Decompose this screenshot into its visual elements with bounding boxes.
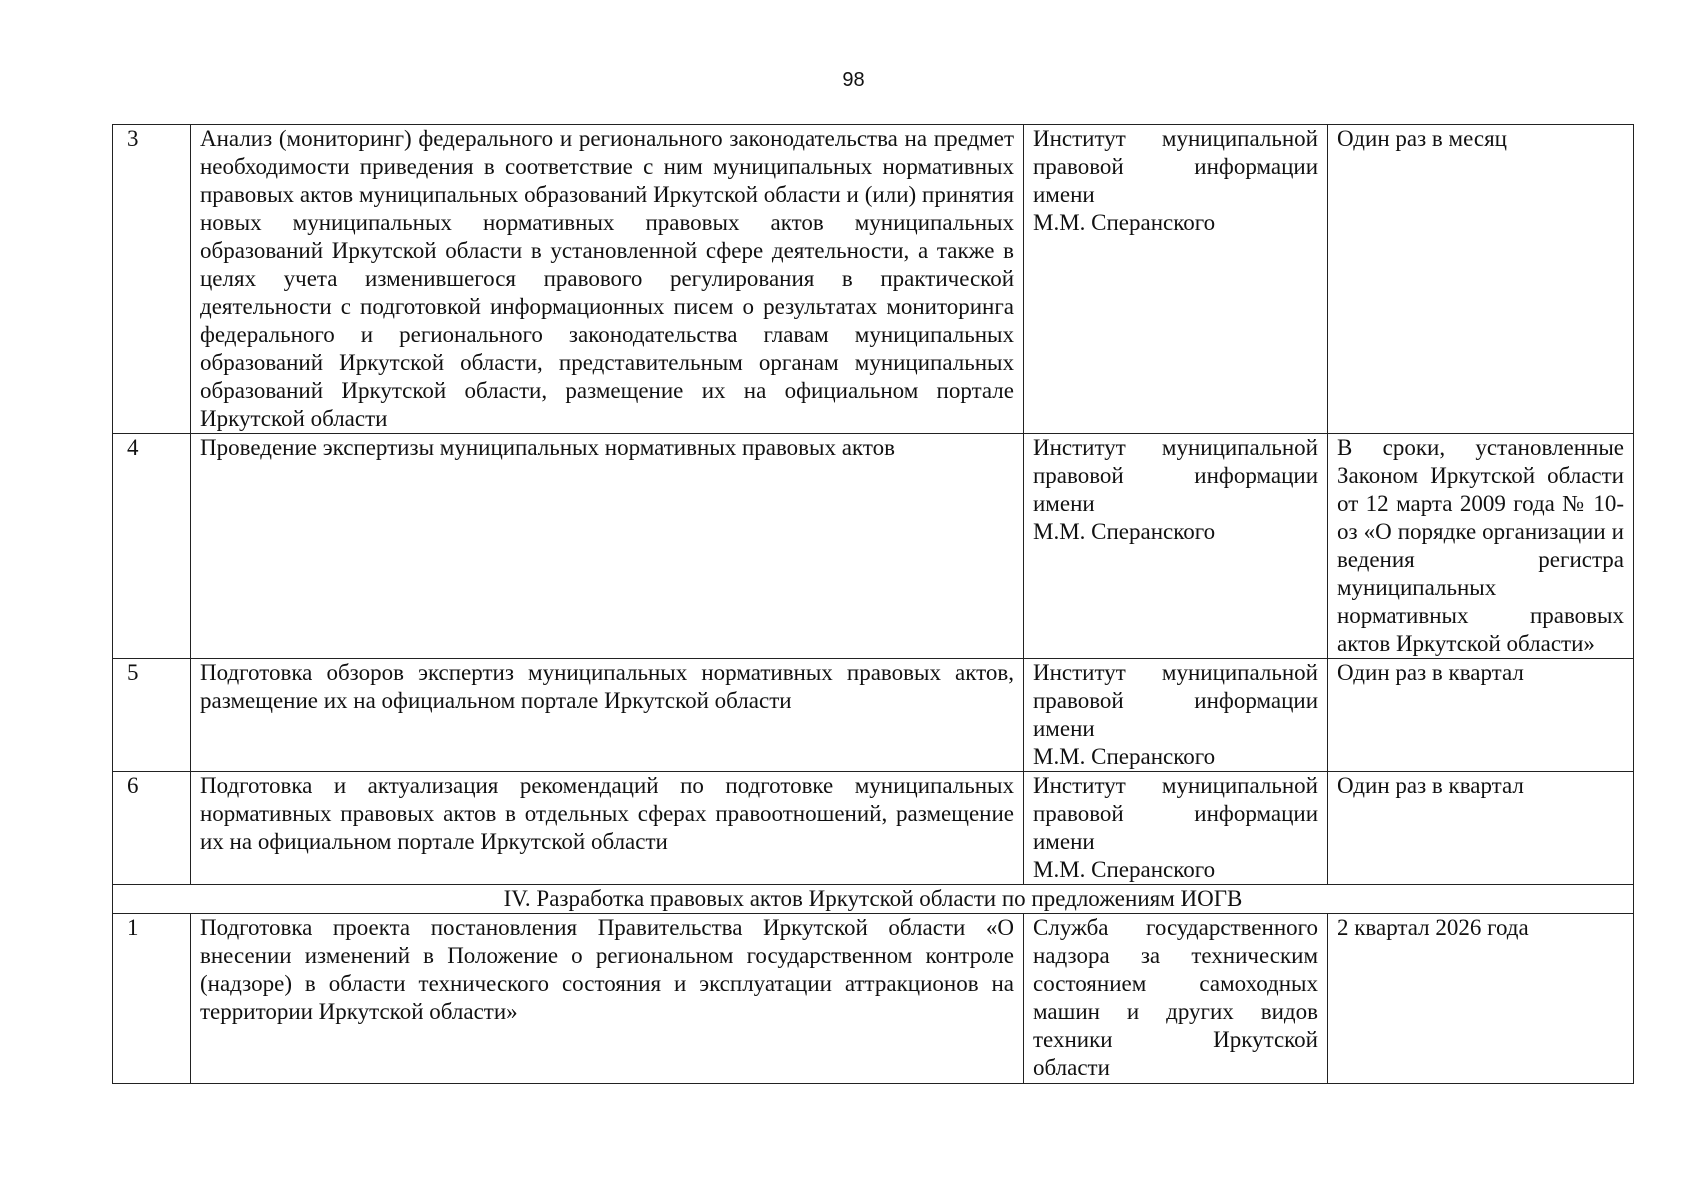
executor-line: правовой информации [1033,688,1318,713]
executor-line: техники Иркутской [1033,1027,1318,1052]
executor-line: М.М. Сперанского [1033,519,1216,544]
executor-line: надзора за техническим [1033,943,1318,968]
activity-description: Подготовка обзоров экспертиз муниципальных нормативных правовых актов, размещение их на официальном портале Иркутской области [191,659,1024,772]
executor-line: М.М. Сперанского [1033,210,1216,235]
table-row [113,125,1634,434]
executor-cell [1024,125,1328,434]
table-row [113,434,1634,659]
executor-line: имени [1033,182,1095,207]
executor-cell [1024,772,1328,885]
term-cell: Один раз в месяц [1328,125,1634,434]
activity-description: Анализ (мониторинг) федерального и регионального законодательства на предмет необходимости приведения в соответствие с ним муниципальных нормативных правовых актов муниципальных образований Иркутской области и (или) принятия новых муниципальных нормативных правовых актов муниципальных образований Иркутской области в установленной сфере деятельности, а также в целях учета изменившегося правового регулирования в практической деятельности с подготовкой информационных писем о результатах мониторинга федерального и регионального законодательства главам муниципальных образований Иркутской области, представительным органам муниципальных образований Иркутской области, размещение их на официальном портале Иркутской области [191,125,1024,434]
executor-line: состоянием самоходных [1033,971,1318,996]
executor-line: области [1033,1055,1110,1080]
term-cell: Один раз в квартал [1328,772,1634,885]
row-number: 6 [113,772,191,885]
activity-description: Проведение экспертизы муниципальных нормативных правовых актов [191,434,1024,659]
executor-line: М.М. Сперанского [1033,857,1216,882]
executor-line: Институт муниципальной [1033,435,1318,460]
section-title: IV. Разработка правовых актов Иркутской области по предложениям ИОГВ [113,885,1634,914]
row-number: 4 [113,434,191,659]
executor-line: имени [1033,491,1095,516]
section-header-row [113,885,1634,914]
activity-description: Подготовка и актуализация рекомендаций по подготовке муниципальных нормативных правовых актов в отдельных сферах правоотношений, размещение их на официальном портале Иркутской области [191,772,1024,885]
page-number: 98 [842,69,865,91]
row-number: 3 [113,125,191,434]
executor-cell [1024,914,1328,1084]
executor-line: Институт муниципальной [1033,126,1318,151]
executor-line: Служба государственного [1033,915,1318,940]
executor-line: правовой информации [1033,463,1318,488]
executor-cell [1024,659,1328,772]
executor-line: Институт муниципальной [1033,660,1318,685]
activity-description: Подготовка проекта постановления Правительства Иркутской области «О внесении изменений в Положение о региональном государственном контроле (надзоре) в области технического состояния и эксплуатации аттракционов на территории Иркутской области» [191,914,1024,1084]
executor-line: правовой информации [1033,154,1318,179]
executor-line: имени [1033,716,1095,741]
executor-line: имени [1033,829,1095,854]
executor-line: машин и других видов [1033,999,1318,1024]
executor-cell [1024,434,1328,659]
term-cell: Один раз в квартал [1328,659,1634,772]
table-row [113,772,1634,885]
executor-line: Институт муниципальной [1033,773,1318,798]
plan-table [112,124,1634,1084]
table-row [113,659,1634,772]
row-number: 1 [113,914,191,1084]
executor-line: М.М. Сперанского [1033,744,1216,769]
executor-line: правовой информации [1033,801,1318,826]
term-cell: В сроки, установленные Законом Иркутской области от 12 марта 2009 года № 10-оз «О порядке организации и ведения регистра муниципальных нормативных правовых актов Иркутской области» [1328,434,1634,659]
row-number: 5 [113,659,191,772]
term-cell: 2 квартал 2026 года [1328,914,1634,1084]
table-row [113,914,1634,1084]
